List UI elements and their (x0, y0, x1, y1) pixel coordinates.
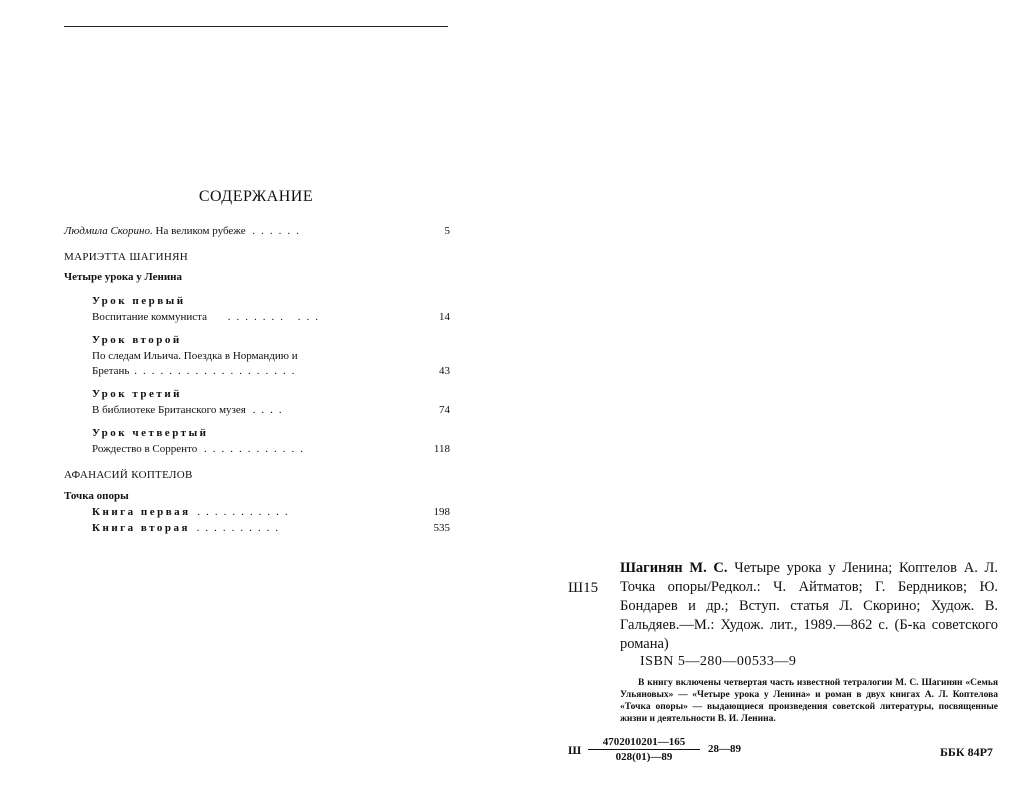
toc-author-1: МАРИЭТТА ШАГИНЯН (64, 251, 189, 263)
book1-title: Книга первая (92, 506, 191, 518)
intro-title: На великом рубеже (155, 225, 246, 237)
leader-dots: .... (252, 404, 288, 416)
annotation: В книгу включены четвертая часть известной тетралогии М. С. Шагинян «Семья Ульяновых» — «Четыре урока у Ленина» и роман в двух книгах А. Л. Коптелова «Точка опоры» — выдающиеся произведения советской литературы, посвященные жизни и деятельности В. И. Ленина. (620, 678, 998, 724)
book1-entry (92, 505, 450, 519)
book2-page: 535 (433, 522, 450, 534)
lesson2-entry (92, 364, 450, 378)
lesson2-title-line2: Бретань (92, 365, 130, 377)
toc-work-2: Точка опоры (64, 490, 129, 502)
book2-title: Книга вторая (92, 522, 190, 534)
classification-fraction (588, 735, 700, 764)
fraction-numerator: 4702010201—165 (588, 735, 700, 750)
fraction-denominator: 028(01)—89 (615, 751, 673, 763)
lesson3-title: В библиотеке Британского музея (92, 404, 246, 416)
intro-page: 5 (444, 225, 450, 237)
lesson4-head: Урок четвертый (92, 427, 209, 439)
lesson1-entry (92, 310, 450, 324)
leader-dots: ....... ... (227, 311, 324, 323)
toc-title: СОДЕРЖАНИЕ (198, 188, 314, 205)
lesson1-head: Урок первый (92, 295, 186, 307)
lesson4-page: 118 (433, 443, 450, 455)
lesson3-entry (92, 403, 450, 417)
book1-page: 198 (433, 506, 450, 518)
lesson2-head: Урок второй (92, 334, 182, 346)
top-rule (64, 26, 448, 27)
lesson4-entry (92, 442, 450, 456)
cip-record (620, 559, 998, 654)
leader-dots: .......... (196, 522, 285, 534)
book2-entry (92, 521, 450, 535)
cip-description: Четыре урока у Ленина; Коптелов А. Л. Точка опоры/Редкол.: Ч. Айтматов; Г. Бердников; Ю. Бондарев и др.; Вступ. статья Л. Скорино; Худож. В. Гальдяев.—М.: Худож. лит., 1989.—862 с. (Б-ка советского романа) (620, 560, 999, 652)
lesson3-page: 74 (439, 404, 450, 416)
bbk-code: ББК 84Р7 (940, 745, 993, 759)
leader-dots: ...... (252, 225, 305, 237)
leader-dots: ................... (134, 365, 301, 377)
lesson1-page: 14 (439, 311, 450, 323)
intro-author: Людмила Скорино. (64, 225, 153, 237)
lesson2-page: 43 (439, 365, 450, 377)
classification-sh: Ш (568, 743, 582, 757)
leader-dots: ............ (203, 443, 309, 455)
toc-work-1: Четыре урока у Ленина (64, 271, 183, 283)
cip-author: Шагинян М. С. (620, 560, 728, 576)
toc-author-2: АФАНАСИЙ КОПТЕЛОВ (64, 469, 193, 481)
lesson2-title-line1: По следам Ильича. Поездка в Нормандию и (92, 350, 298, 362)
cip-code: Ш15 (568, 580, 599, 596)
toc-intro (64, 224, 450, 238)
lesson1-title: Воспитание коммуниста (92, 311, 207, 323)
lesson3-head: Урок третий (92, 388, 182, 400)
leader-dots: ........... (197, 506, 294, 518)
classification-code: 28—89 (708, 743, 741, 755)
lesson4-title: Рождество в Сорренто (92, 443, 198, 455)
isbn: ISBN 5—280—00533—9 (640, 654, 797, 669)
